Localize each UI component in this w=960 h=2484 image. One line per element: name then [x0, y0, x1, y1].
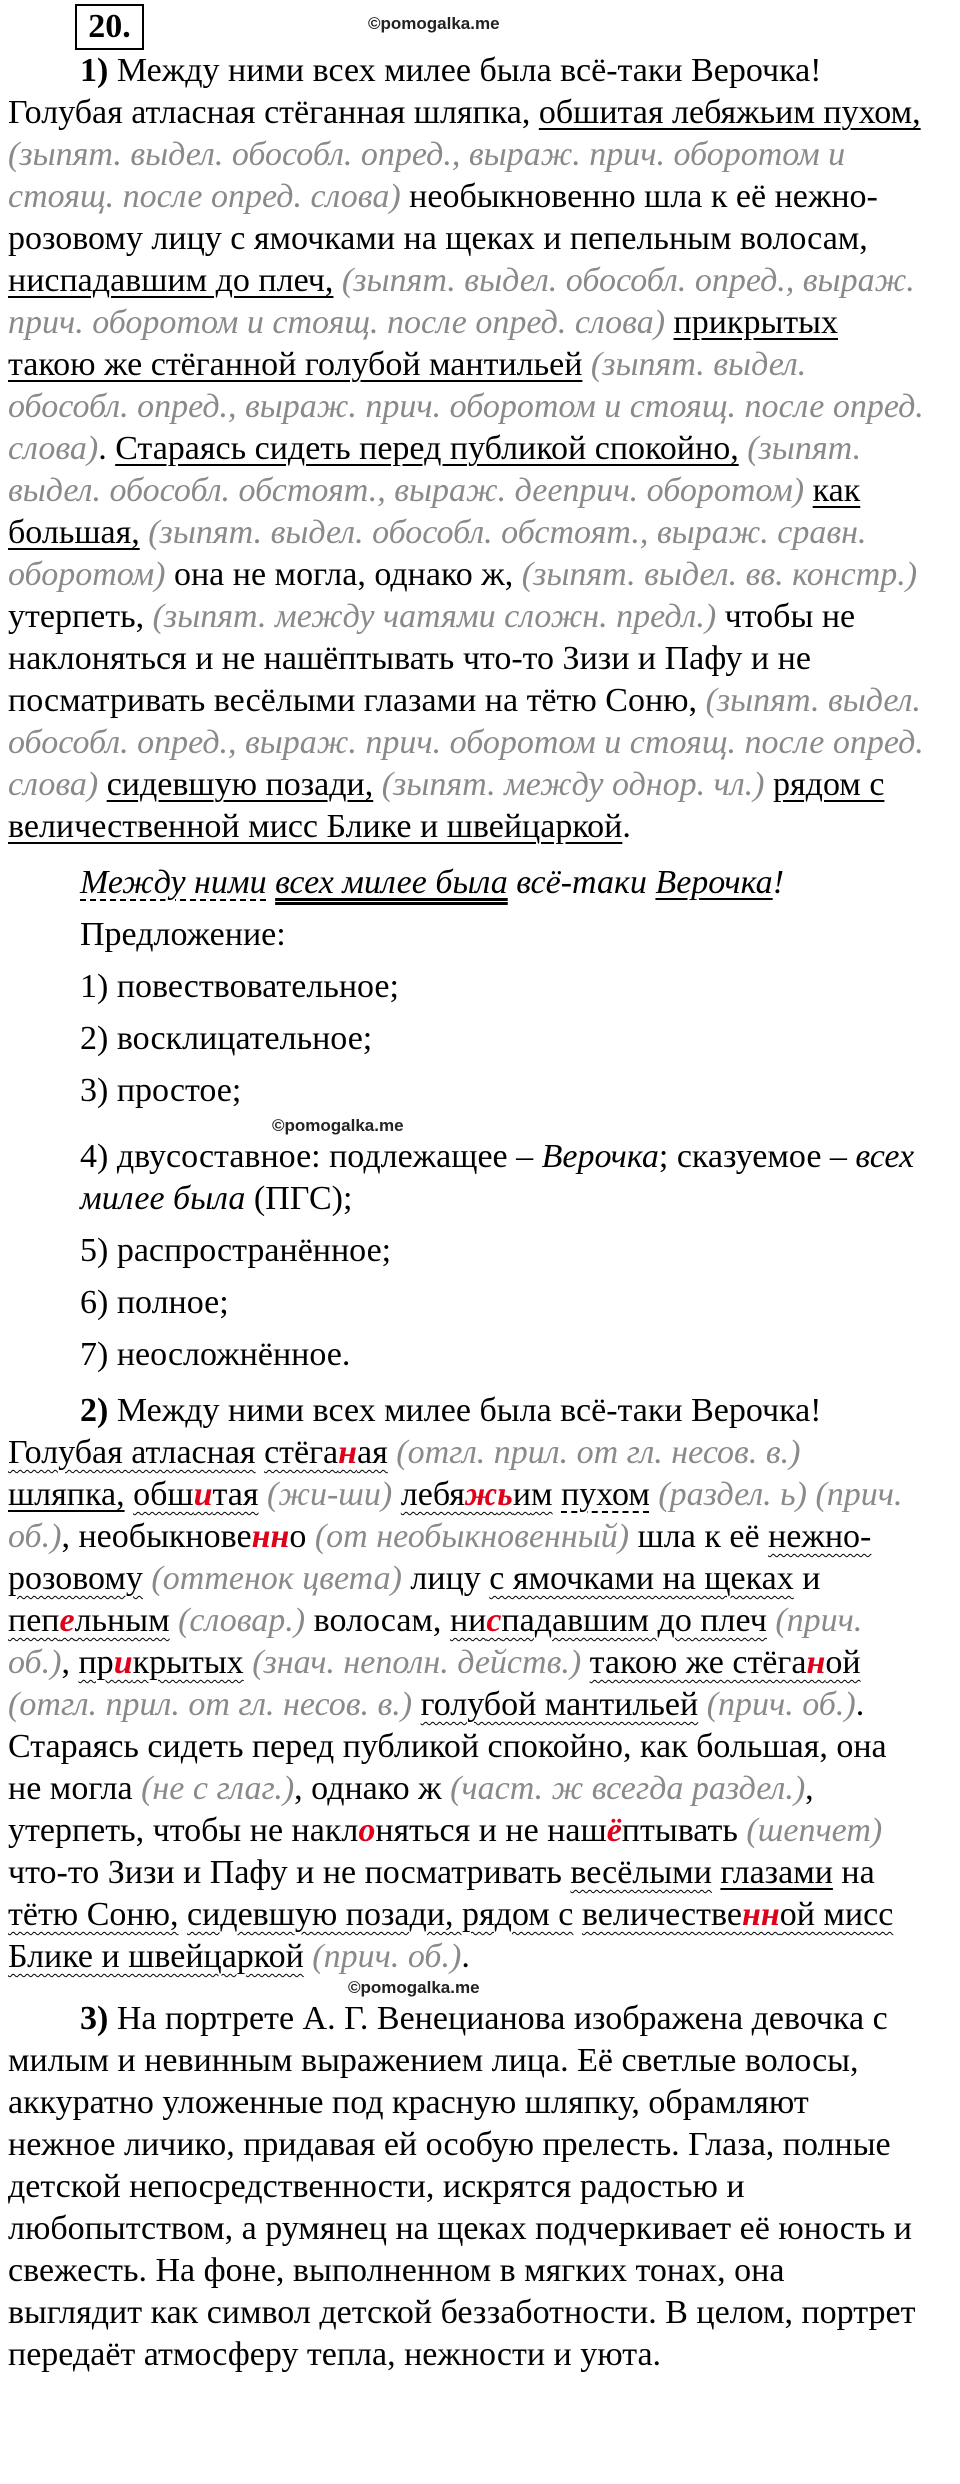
analysis-heading: Предложение: — [80, 916, 286, 953]
analysis-item: 6) полное; — [80, 1284, 229, 1321]
part3-paragraph: 3) На портрете А. Г. Венецианова изображена девочка с милым и невинным выражением лица. Её светлые волосы, аккуратно уложенные под красную шляпку, обрамляют нежное личико, придавая ей особую прелесть. Глаза, полные детской непосредственности, искрятся радостью и любопытством, а румянец на щеках подчеркивает её юность и свежесть. На фоне, выполненном в мягких тонах, она выглядит как символ детской беззаботности. В целом, портрет передаёт атмосферу тепла, нежности и уюта. — [8, 2000, 916, 2373]
analysis-item: 1) повествовательное; — [80, 968, 399, 1005]
part1-paragraph: 1) Между ними всех милее была всё-таки Верочка! Голубая атласная стёганная шляпка, обшитая лебяжьим пухом, (зыпят. выдел. обособл. опред., выраж. прич. оборотом и стоящ. после опред. слова) необыкновенно шла к её нежно-розовому лицу с ямочками на щеках и пепельным волосам, ниспадавшим до плеч, (зыпят. выдел. обособл. опред., выраж. прич. оборотом и стоящ. после опред. слова) прикрытых такою же стёганной голубой мантильей (зыпят. выдел. обособл. опред., выраж. прич. оборотом и стоящ. после опред. слова). Стараясь сидеть перед публикой спокойно, (зыпят. выдел. обособл. обстоят., выраж. дееприч. оборотом) как большая, (зыпят. выдел. обособл. обстоят., выраж. сравн. оборотом) она не могла, однако ж, (зыпят. выдел. вв. констр.) утерпеть, (зыпят. между чатями сложн. предл.) чтобы не наклоняться и не нашёптывать что-то Зизи и Пафу и не посматривать весёлыми глазами на тётю Соню, (зыпят. выдел. обособл. опред., выраж. прич. оборотом и стоящ. после опред. слова) сидевшую позади, (зыпят. между однор. чл.) рядом с величественной мисс Блике и швейцаркой. — [8, 52, 924, 845]
parsed-sentence: Между ними всех милее была всё-таки Верочка! — [80, 864, 785, 901]
analysis-item: 2) восклицательное; — [80, 1020, 373, 1057]
watermark: ©pomogalka.me — [272, 1116, 404, 1135]
analysis-item: 4) двусоставное: подлежащее – Верочка; сказуемое – всех милее была (ПГС); — [80, 1138, 915, 1217]
header — [0, 0, 960, 50]
analysis-item: 7) неосложнённое. — [80, 1336, 351, 1373]
analysis-item: 5) распространённое; — [80, 1232, 392, 1269]
task-number: 20. — [75, 4, 144, 50]
watermark: ©pomogalka.me — [348, 1978, 480, 1997]
analysis-item: 3) простое; — [80, 1072, 242, 1109]
part2-paragraph: 2) Между ними всех милее была всё-таки Верочка! Голубая атласная стёганая (отгл. прил. от гл. несов. в.) шляпка, обшитая (жи-ши) лебяжьим пухом (раздел. ь) (прич. об.), необыкновенно (от необыкновенный) шла к её нежно-розовому (оттенок цвета) лицу с ямочками на щеках и пепельным (словар.) волосам, ниспадавшим до плеч (прич. об.), прикрытых (знач. неполн. действ.) такою же стёганой (отгл. прил. от гл. несов. в.) голубой мантильей (прич. об.). Стараясь сидеть перед публикой спокойно, как большая, она не могла (не с глаг.), однако ж (част. ж всегда раздел.), утерпеть, чтобы не наклоняться и не нашёптывать (шепчет) что-то Зизи и Пафу и не посматривать весёлыми глазами на тётю Соню, сидевшую позади, рядом с величественной мисс Блике и швейцаркой (прич. об.). — [8, 1392, 903, 1975]
watermark: ©pomogalka.me — [368, 14, 500, 33]
